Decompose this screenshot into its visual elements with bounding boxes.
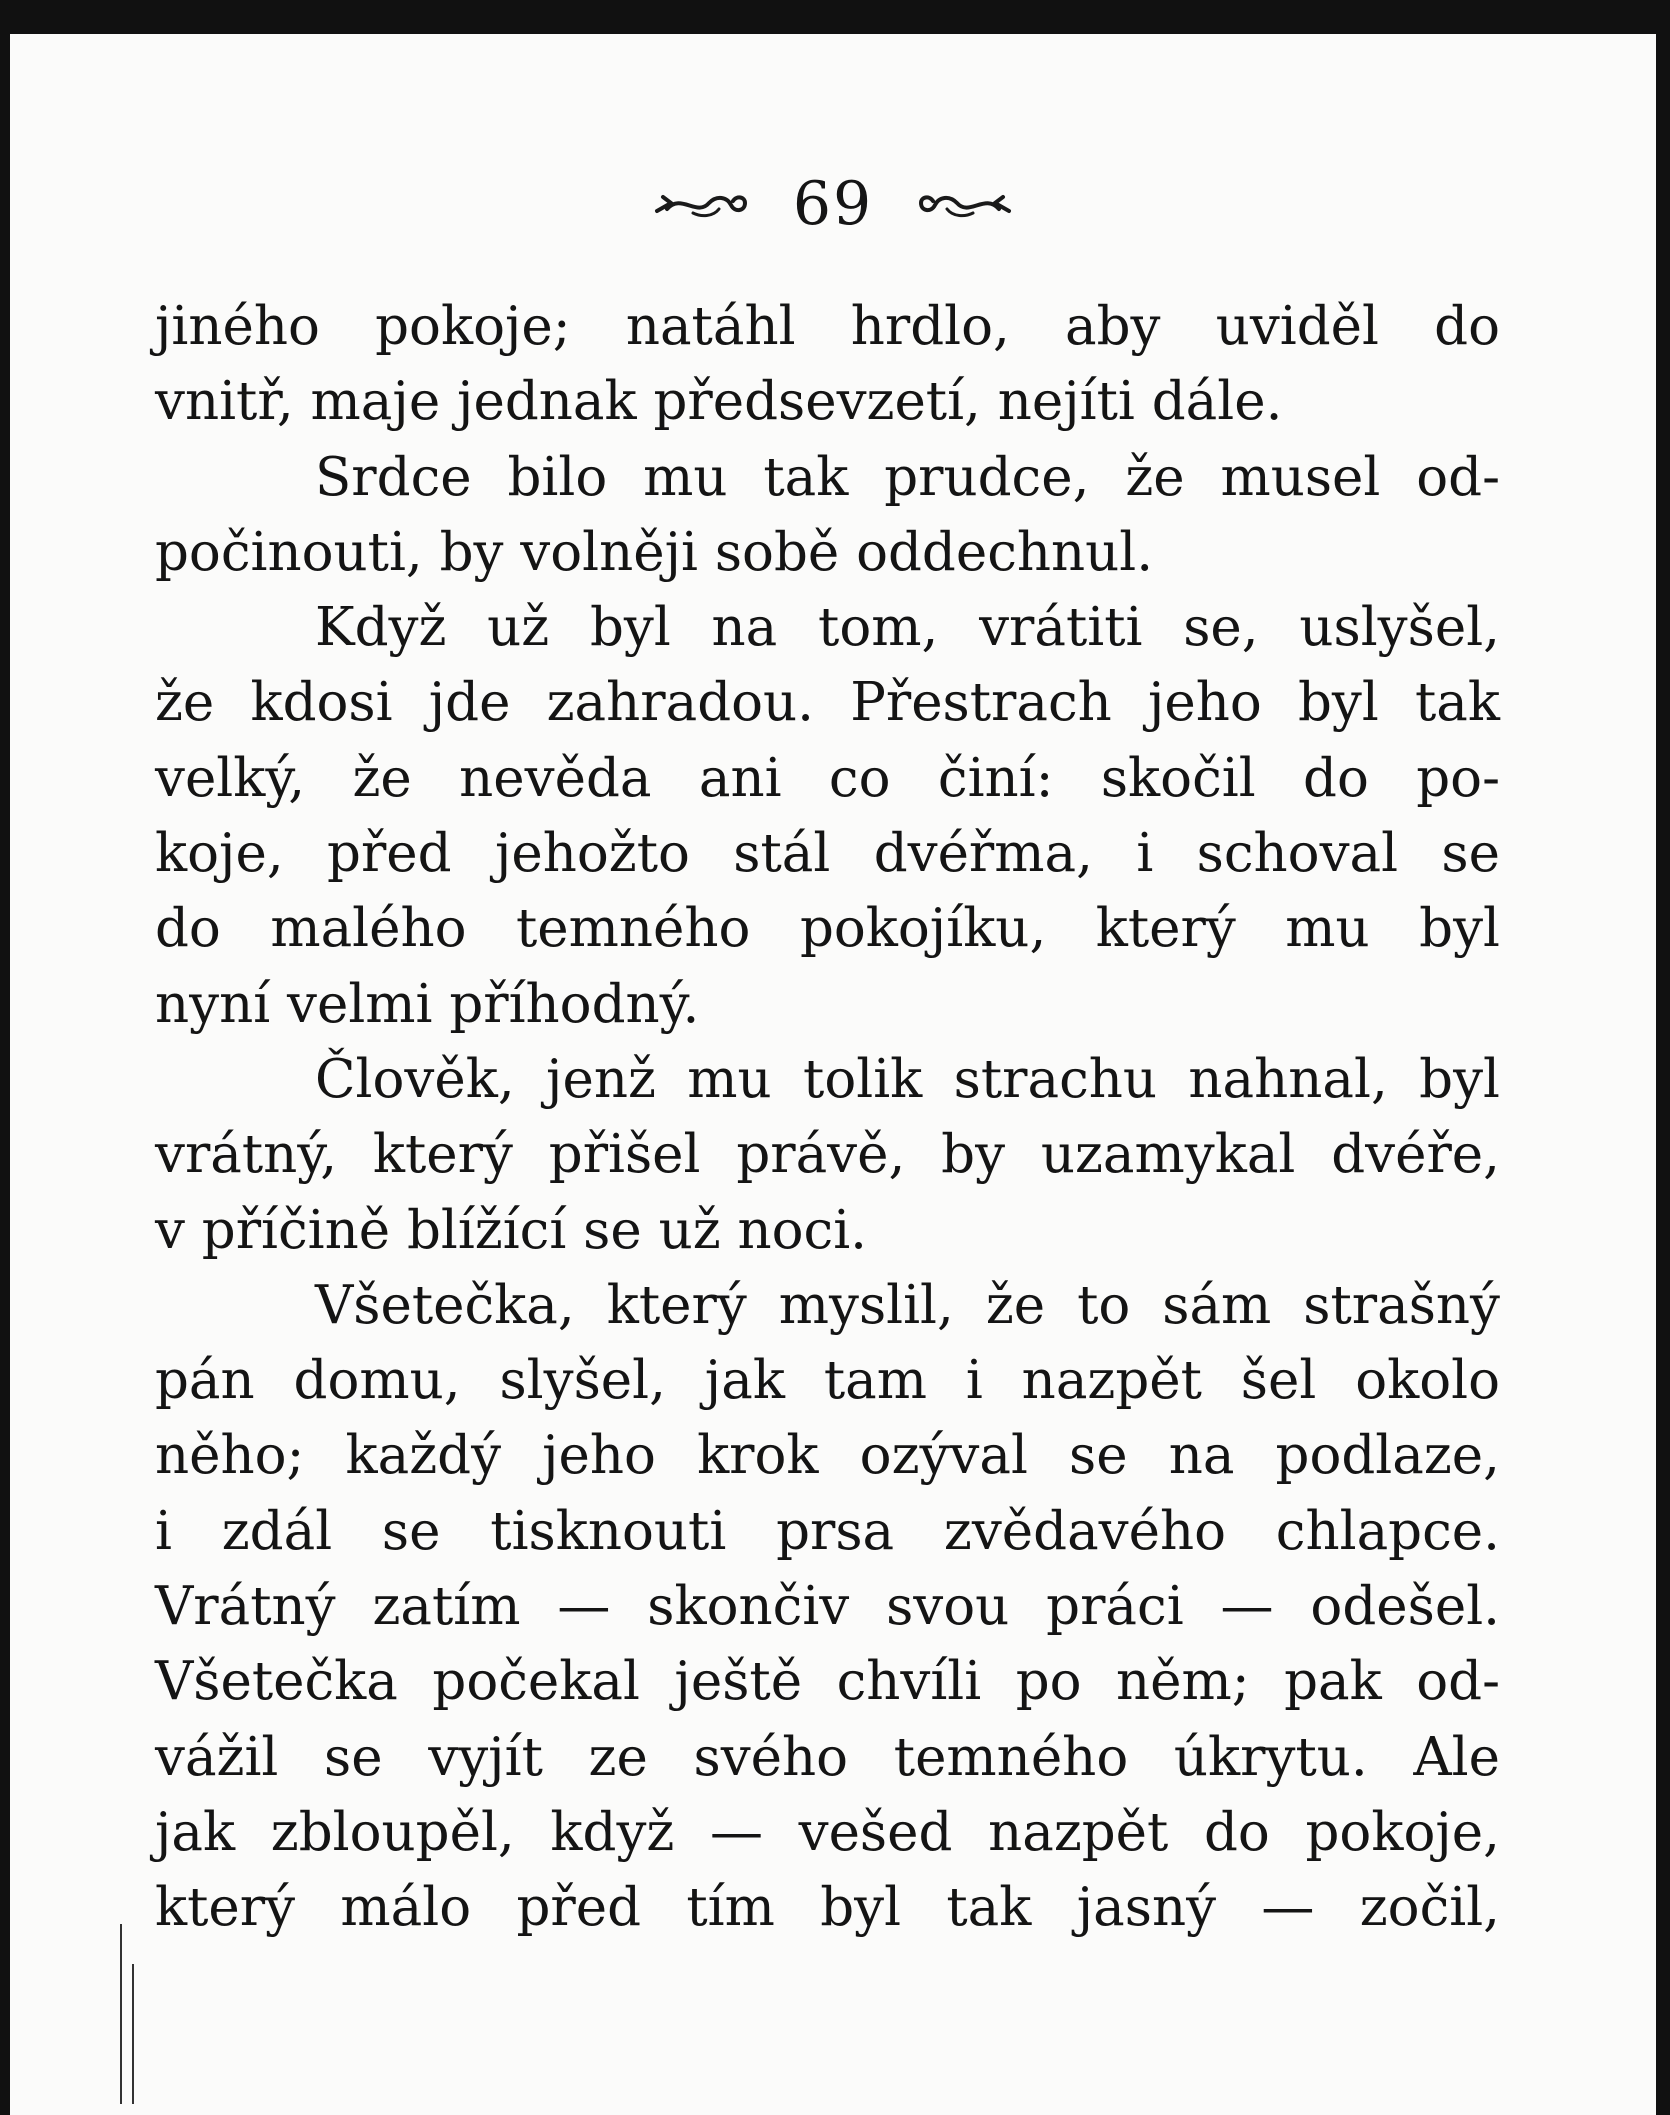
text-line: pán domu, slyšel, jak tam i nazpět šel okolo [155,1350,1500,1412]
text-line: počinouti, by volněji sobě oddechnul. [155,521,1154,583]
text-line: i zdál se tisknouti prsa zvědavého chlapce. [155,1500,1500,1562]
text-line: Člověk, jenž mu tolik strachu nahnal, byl [315,1048,1500,1110]
scan-margin-mark [132,1964,134,2104]
text-line: jiného pokoje; natáhl hrdlo, aby uviděl do [155,296,1500,357]
text-line: koje, před jehožto stál dvéřma, i schoval se [155,823,1500,885]
text-line: velký, že nevěda ani co činí: skočil do po- [155,747,1500,809]
text-line: že kdosi jde zahradou. Přestrach jeho byl tak [155,672,1500,734]
scroll-ornament-left-icon [653,187,749,221]
text-line: vnitř, maje jednak předsevzetí, nejíti dále. [155,371,1283,433]
text-line: Všetečka počekal ještě chvíli po něm; pak od- [155,1651,1500,1713]
text-line: nyní velmi příhodný. [155,973,700,1035]
scan-margin-mark [120,1924,122,2104]
text-line: vážil se vyjít ze svého temného úkrytu. Ale [155,1726,1500,1788]
scroll-ornament-right-icon [917,187,1013,221]
text-line: který málo před tím byl tak jasný — zočil, [155,1877,1500,1939]
text-line: do malého temného pokojíku, který mu byl [155,898,1500,960]
text-line: Když už byl na tom, vrátiti se, uslyšel, [315,597,1500,659]
text-line: Vrátný zatím — skončiv svou práci — odešel. [155,1576,1500,1638]
page-number: 69 [792,169,874,239]
page-header [10,164,1656,244]
text-line: v příčině blížící se už noci. [155,1199,868,1261]
text-line: Všetečka, který myslil, že to sám strašný [315,1274,1500,1336]
text-line: jak zbloupěl, když — vešed nazpět do pokoje, [155,1801,1500,1863]
page-body-text [155,289,1500,1946]
book-page [10,34,1656,2115]
text-line: Srdce bilo mu tak prudce, že musel od- [315,446,1500,508]
text-line: něho; každý jeho krok ozýval se na podlaze, [155,1425,1500,1487]
text-line: vrátný, který přišel právě, by uzamykal dvéře, [155,1124,1500,1186]
